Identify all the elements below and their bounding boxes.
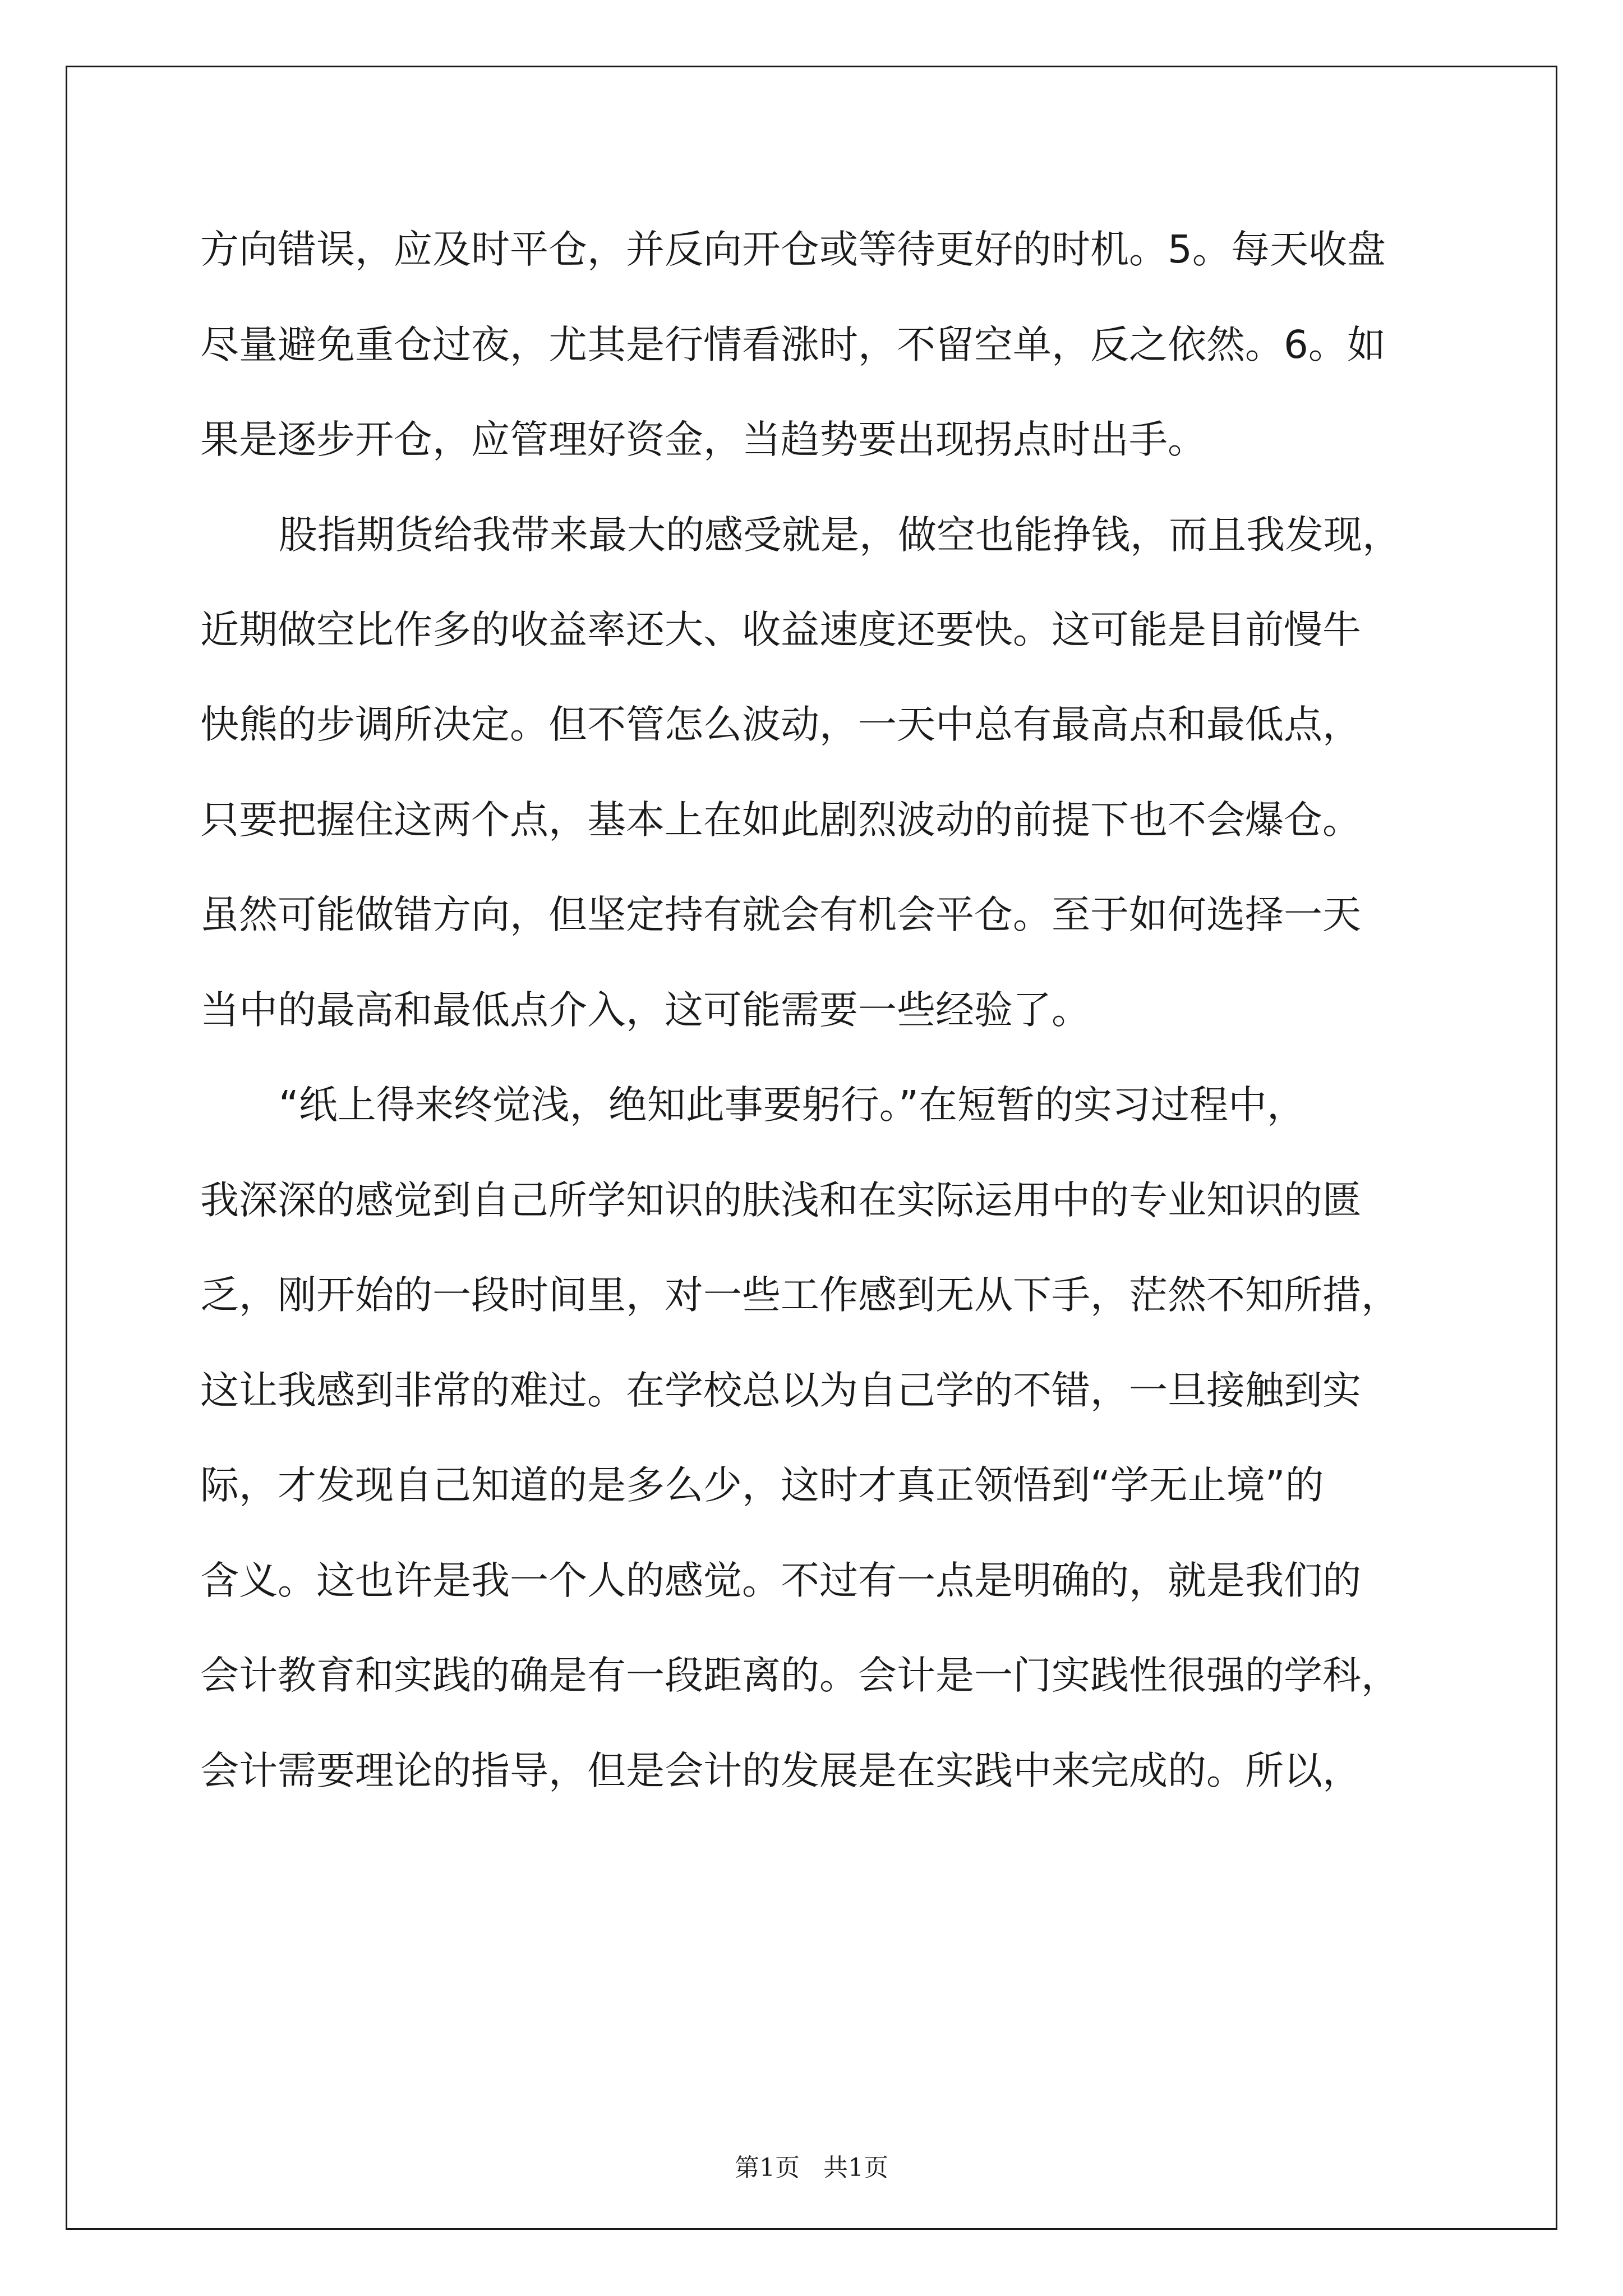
body-text-line: 尽量避免重仓过夜，尤其是行情看涨时，不留空单，反之依然。6。如 [200,323,1386,367]
body-text-line: 会计需要理论的指导，但是会计的发展是在实践中来完成的。所以， [200,1749,1361,1793]
paragraph-start-line: 股指期货给我带来最大的感受就是，做空也能挣钱，而且我发现， [279,513,1401,558]
body-text-line: 际，才发现自己知道的是多么少，这时才真正领悟到“学无止境”的 [200,1463,1324,1508]
body-text-line: 会计教育和实践的确是有一段距离的。会计是一门实践性很强的学科， [200,1653,1400,1698]
body-text-line: 果是逐步开仓，应管理好资金，当趋势要出现拐点时出手。 [200,417,1206,462]
body-text-line: 快熊的步调所决定。但不管怎么波动，一天中总有最高点和最低点， [200,702,1361,747]
body-text-line: 虽然可能做错方向，但坚定持有就会有机会平仓。至于如何选择一天 [200,892,1361,937]
page-number-footer: 第1页 共1页 [735,2154,888,2182]
body-text-line: 只要把握住这两个点，基本上在如此剧烈波动的前提下也不会爆仓。 [200,798,1361,843]
page-border [66,66,1557,2230]
body-text-line: 近期做空比作多的收益率还大、收益速度还要快。这可能是目前慢牛 [200,608,1361,652]
body-text-line: 当中的最高和最低点介入，这可能需要一些经验了。 [200,988,1090,1033]
body-text-line: 这让我感到非常的难过。在学校总以为自己学的不错，一旦接触到实 [200,1368,1361,1413]
body-text-line: 含义。这也许是我一个人的感觉。不过有一点是明确的，就是我们的 [200,1558,1361,1603]
paragraph-start-line: “纸上得来终觉浅，绝知此事要躬行。”在短暂的实习过程中， [279,1083,1306,1128]
body-text-line: 乏，刚开始的一段时间里，对一些工作感到无从下手，茫然不知所措， [200,1273,1400,1318]
body-text-line: 我深深的感觉到自己所学知识的肤浅和在实际运用中的专业知识的匮 [200,1178,1361,1223]
body-text-line: 方向错误，应及时平仓，并反向开仓或等待更好的时机。5。每天收盘 [200,227,1386,272]
